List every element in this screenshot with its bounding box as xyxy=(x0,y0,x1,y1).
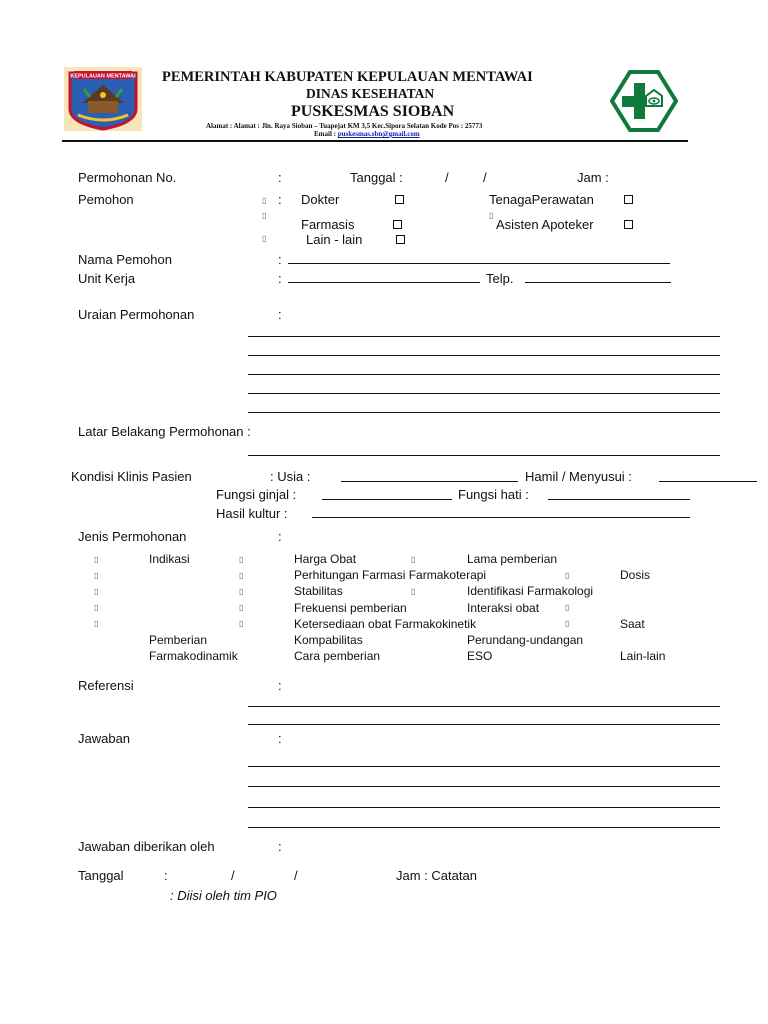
uraian-line[interactable] xyxy=(248,412,720,413)
colon: : xyxy=(278,252,282,267)
jenis-lama-pemberian: Lama pemberian xyxy=(467,552,558,566)
jenis-stabilitas: Stabilitas xyxy=(294,584,343,598)
telp-field[interactable] xyxy=(525,282,671,283)
referensi-line[interactable] xyxy=(248,706,720,707)
jawaban-line[interactable] xyxy=(248,807,720,808)
colon: : xyxy=(164,868,168,883)
jenis-kompabilitas: Kompabilitas xyxy=(294,633,363,647)
jawaban-diberikan-label: Jawaban diberikan oleh xyxy=(78,839,215,854)
hamil-field[interactable] xyxy=(659,481,757,482)
checkbox-glyph-icon[interactable]: ▯ xyxy=(94,587,99,596)
regency-emblem-icon xyxy=(64,67,142,131)
usia-label: : Usia : xyxy=(270,469,311,484)
permohonan-no-label: Permohonan No. xyxy=(78,170,177,185)
checkbox-glyph-icon[interactable]: ▯ xyxy=(94,555,99,564)
checkbox-glyph-icon[interactable]: ▯ xyxy=(411,555,416,564)
fungsi-hati-label: Fungsi hati : xyxy=(458,487,529,502)
kondisi-klinis-label: Kondisi Klinis Pasien xyxy=(71,469,192,484)
jenis-cara-pemberian: Cara pemberian xyxy=(294,649,381,663)
jenis-farmakodinamik: Farmakodinamik xyxy=(149,649,238,663)
header-line-1: PEMERINTAH KABUPATEN KEPULAUAN MENTAWAI xyxy=(162,69,533,85)
hasil-kultur-field[interactable] xyxy=(312,517,690,518)
uraian-line[interactable] xyxy=(248,374,720,375)
date-slash: / xyxy=(231,868,235,883)
nama-pemohon-label: Nama Pemohon xyxy=(78,252,172,267)
puskesmas-logo-icon xyxy=(610,70,678,132)
checkbox-glyph-icon[interactable]: ▯ xyxy=(565,603,570,612)
telp-label: Telp. xyxy=(486,271,514,286)
fungsi-hati-field[interactable] xyxy=(548,499,690,500)
option-asisten-apoteker-label: Asisten Apoteker xyxy=(496,217,594,232)
jam-label: Jam : xyxy=(577,170,609,185)
date-slash: / xyxy=(294,868,298,883)
fungsi-ginjal-field[interactable] xyxy=(322,499,452,500)
jenis-perundang: Perundang-undangan xyxy=(467,633,584,647)
colon: : xyxy=(278,529,282,544)
checkbox-glyph-icon[interactable]: ▯ xyxy=(239,571,244,580)
bullet-glyph-icon: ▯ xyxy=(262,196,267,205)
option-lain-lain-label: Lain - lain xyxy=(306,232,363,247)
jenis-dosis: Dosis xyxy=(620,568,651,582)
jawaban-line[interactable] xyxy=(248,786,720,787)
checkbox-glyph-icon[interactable]: ▯ xyxy=(239,603,244,612)
jenis-identifikasi: Identifikasi Farmakologi xyxy=(467,584,594,598)
email-link[interactable]: puskesmas.sbn@gmail.com xyxy=(337,130,420,138)
header-line-3: PUSKESMAS SIOBAN xyxy=(291,103,455,120)
tanggal-footer-label: Tanggal xyxy=(78,868,124,883)
header-address: Alamat : Alamat : Jln. Raya Sioban – Tuapejat KM 3,5 Kec.Sipora Selatan Kode Pos : 25773 xyxy=(206,122,483,130)
jenis-indikasi: Indikasi xyxy=(149,552,190,566)
header-email: Email : puskesmas.sbn@gmail.com xyxy=(314,130,420,138)
checkbox-glyph-icon[interactable]: ▯ xyxy=(239,555,244,564)
bullet-glyph-icon: ▯ xyxy=(262,211,267,220)
latar-belakang-field[interactable] xyxy=(248,455,720,456)
checkbox-lain-lain[interactable] xyxy=(396,235,405,244)
jam-catatan-label: Jam : Catatan xyxy=(396,868,477,883)
jenis-permohonan-label: Jenis Permohonan xyxy=(78,529,187,544)
jawaban-line[interactable] xyxy=(248,766,720,767)
usia-field[interactable] xyxy=(341,481,518,482)
checkbox-glyph-icon[interactable]: ▯ xyxy=(239,619,244,628)
diisi-note: : Diisi oleh tim PIO xyxy=(170,888,277,903)
colon: : xyxy=(278,731,282,746)
jenis-harga-obat: Harga Obat xyxy=(294,552,357,566)
uraian-line[interactable] xyxy=(248,336,720,337)
option-dokter-label: Dokter xyxy=(301,192,340,207)
checkbox-glyph-icon[interactable]: ▯ xyxy=(565,571,570,580)
header-divider xyxy=(62,140,688,142)
date-slash: / xyxy=(483,170,487,185)
svg-text:KEPULAUAN MENTAWAI: KEPULAUAN MENTAWAI xyxy=(70,73,136,80)
bullet-glyph-icon: ▯ xyxy=(262,234,267,243)
jenis-lain-lain: Lain-lain xyxy=(620,649,666,663)
checkbox-glyph-icon[interactable]: ▯ xyxy=(94,603,99,612)
option-farmasis-label: Farmasis xyxy=(301,217,355,232)
colon: : xyxy=(278,307,282,322)
referensi-label: Referensi xyxy=(78,678,134,693)
nama-pemohon-field[interactable] xyxy=(288,263,670,264)
jawaban-label: Jawaban xyxy=(78,731,131,746)
unit-kerja-label: Unit Kerja xyxy=(78,271,136,286)
tanggal-label: Tanggal : xyxy=(350,170,403,185)
jenis-saat: Saat xyxy=(620,617,645,631)
fungsi-ginjal-label: Fungsi ginjal : xyxy=(216,487,297,502)
colon: : xyxy=(278,271,282,286)
jawaban-line[interactable] xyxy=(248,827,720,828)
colon: : xyxy=(278,839,282,854)
hamil-label: Hamil / Menyusui : xyxy=(525,469,632,484)
jenis-pemberian: Pemberian xyxy=(149,633,208,647)
hasil-kultur-label: Hasil kultur : xyxy=(216,506,288,521)
checkbox-asisten-apoteker[interactable] xyxy=(624,220,633,229)
jenis-frekuensi: Frekuensi pemberian xyxy=(294,601,407,615)
checkbox-glyph-icon[interactable]: ▯ xyxy=(411,587,416,596)
jenis-ketersediaan: Ketersediaan obat Farmakokinetik xyxy=(294,617,477,631)
checkbox-glyph-icon[interactable]: ▯ xyxy=(94,619,99,628)
latar-belakang-label: Latar Belakang Permohonan : xyxy=(78,424,251,439)
colon: : xyxy=(278,192,282,207)
referensi-line[interactable] xyxy=(248,724,720,725)
uraian-line[interactable] xyxy=(248,393,720,394)
pemohon-label: Pemohon xyxy=(78,192,134,207)
uraian-line[interactable] xyxy=(248,355,720,356)
checkbox-dokter[interactable] xyxy=(395,195,404,204)
colon: : xyxy=(278,678,282,693)
colon: : xyxy=(278,170,282,185)
bullet-glyph-icon: ▯ xyxy=(489,211,494,220)
checkbox-glyph-icon[interactable]: ▯ xyxy=(94,571,99,580)
checkbox-glyph-icon[interactable]: ▯ xyxy=(565,619,570,628)
uraian-permohonan-label: Uraian Permohonan xyxy=(78,307,195,322)
option-tenaga-perawatan-label: TenagaPerawatan xyxy=(489,192,594,207)
jenis-eso: ESO xyxy=(467,649,493,663)
header-line-2: DINAS KESEHATAN xyxy=(306,86,435,101)
checkbox-glyph-icon[interactable]: ▯ xyxy=(239,587,244,596)
date-slash: / xyxy=(445,170,449,185)
jenis-interaksi: Interaksi obat xyxy=(467,601,540,615)
checkbox-tenaga-perawatan[interactable] xyxy=(624,195,633,204)
jenis-perhitungan: Perhitungan Farmasi Farmakoterapi xyxy=(294,568,487,582)
unit-kerja-field[interactable] xyxy=(288,282,480,283)
checkbox-farmasis[interactable] xyxy=(393,220,402,229)
